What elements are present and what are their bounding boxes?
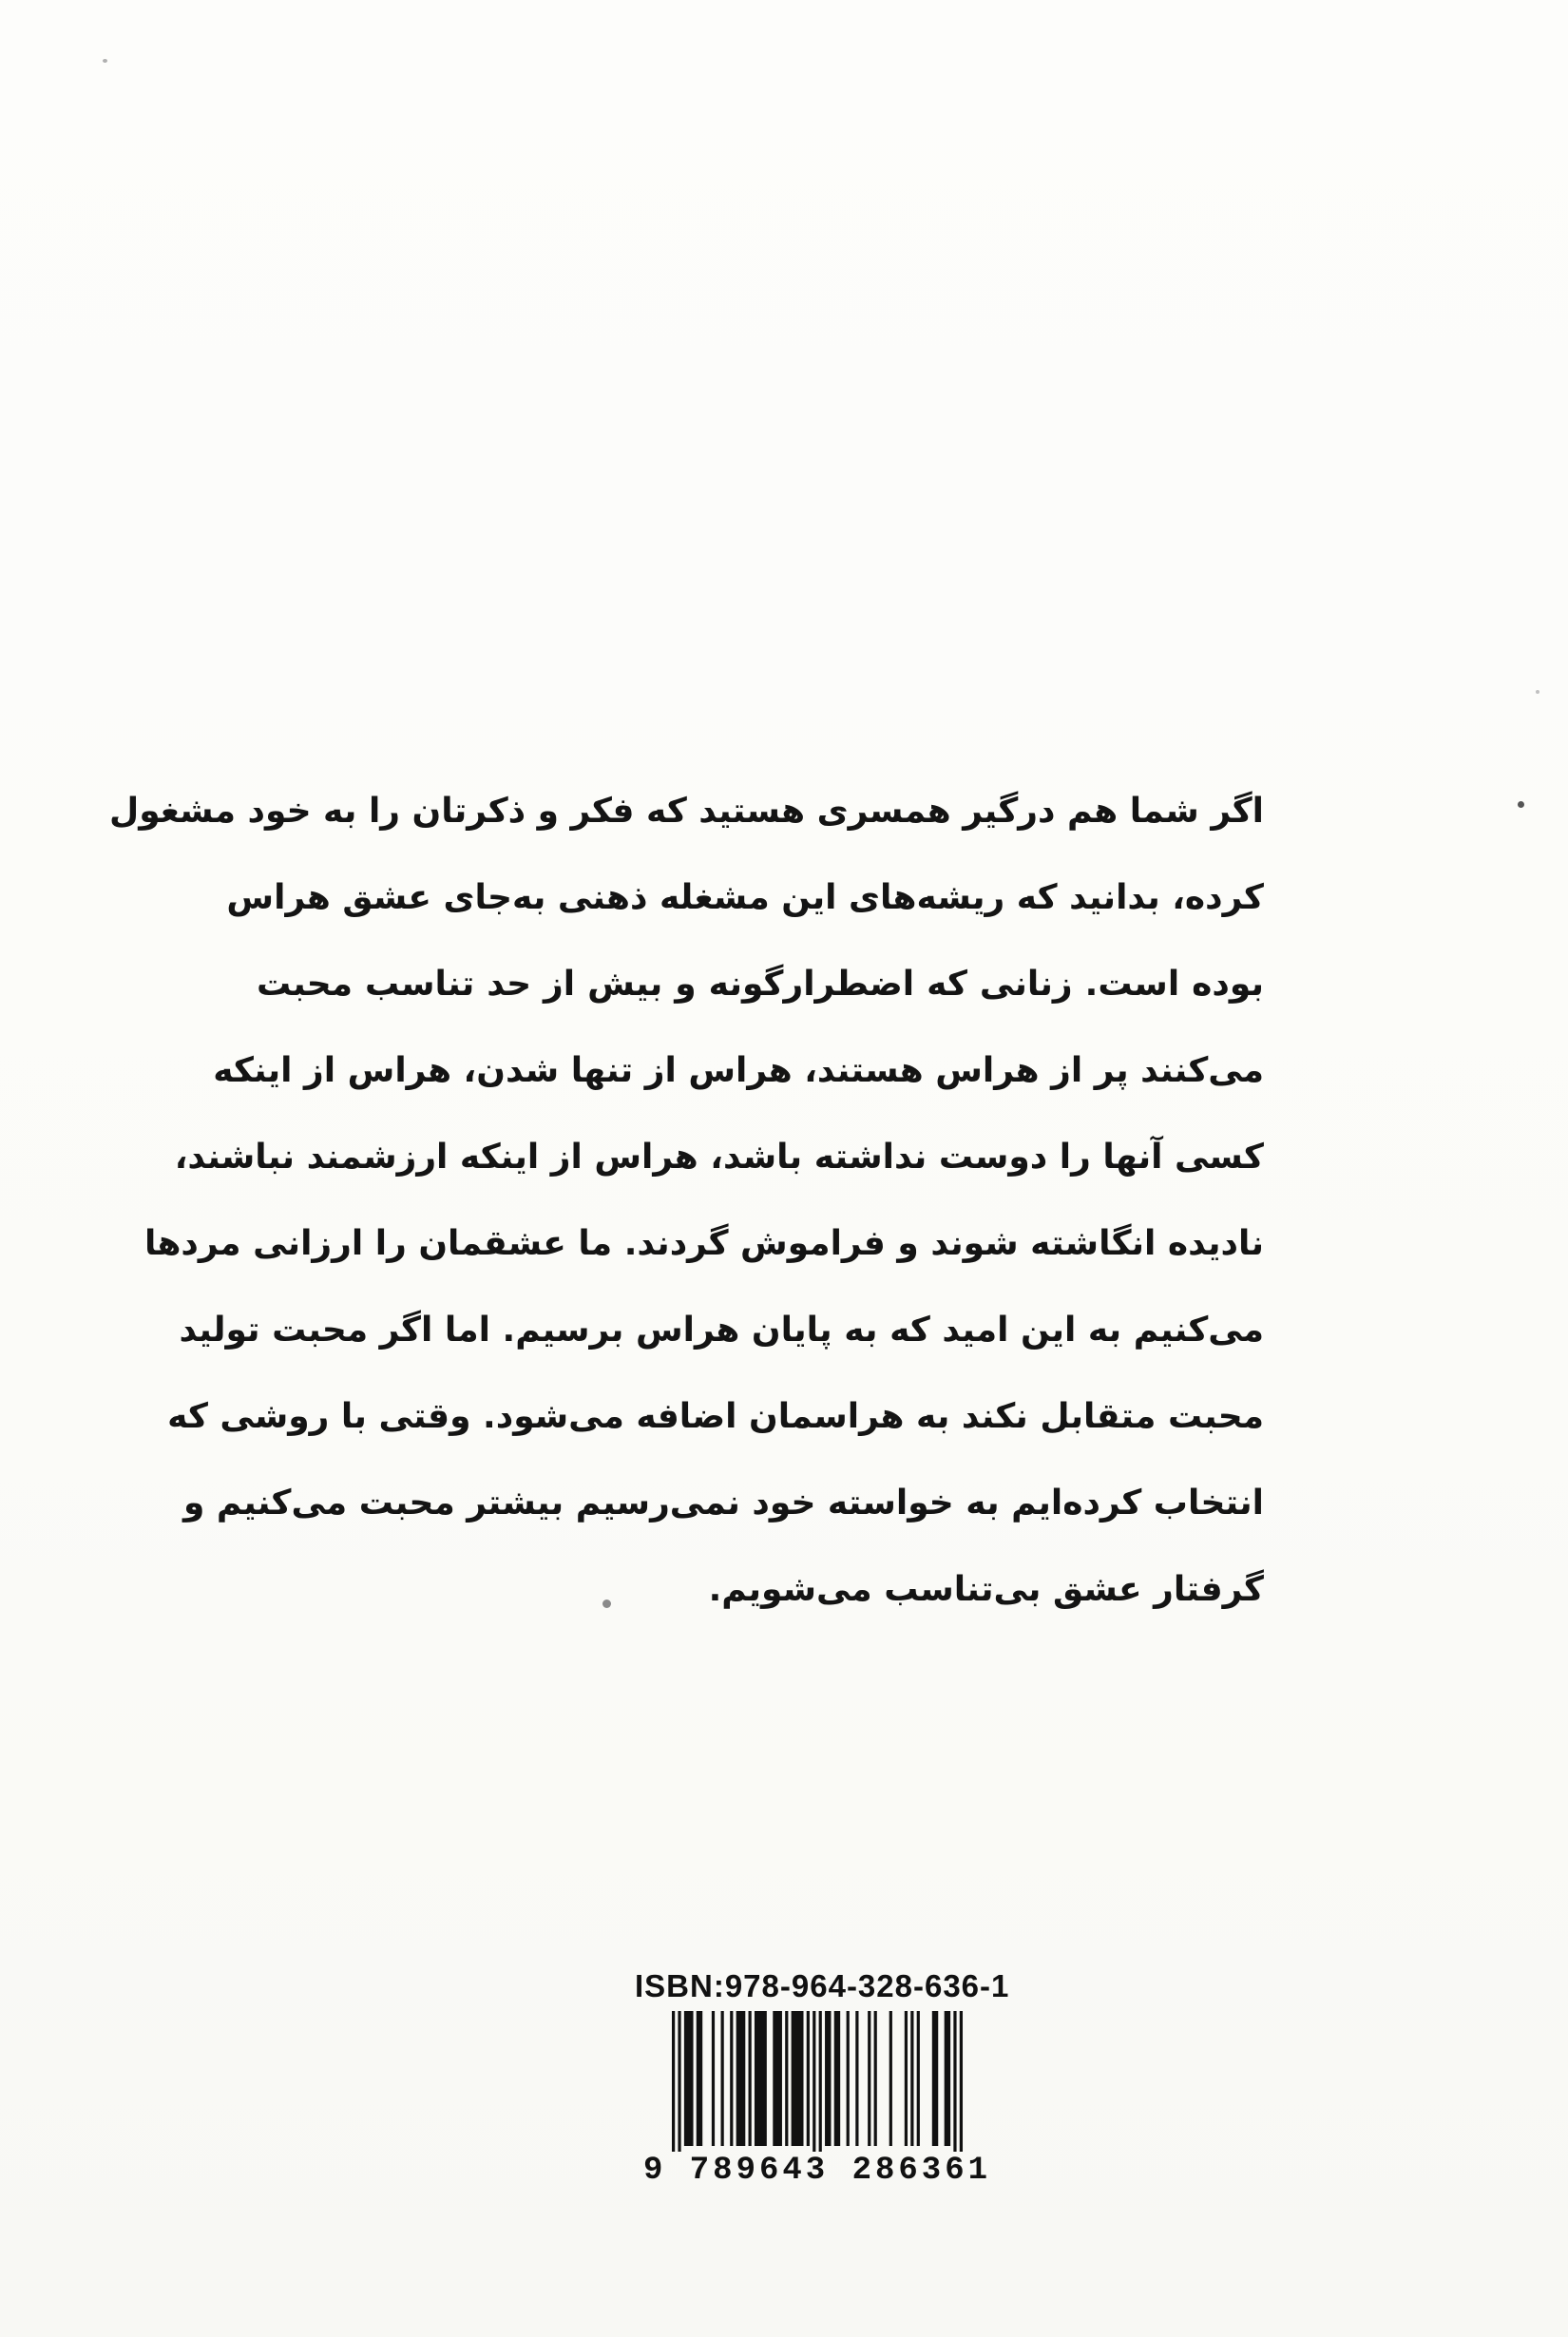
barcode-bar (792, 2011, 804, 2146)
barcode-bar (910, 2011, 913, 2146)
barcode-bar (672, 2011, 675, 2152)
barcode-bar (730, 2011, 733, 2146)
barcode-bar (905, 2011, 908, 2146)
isbn-label: ISBN:978-964-328-636-1 (635, 1968, 1010, 2003)
blurb-line: نادیده انگاشته شوند و فراموش گردند. ما عشقمان را ارزانی مردها (143, 1224, 1264, 1263)
barcode-bar (932, 2011, 938, 2146)
barcode-bar (825, 2011, 831, 2146)
barcode-bar (785, 2011, 788, 2146)
barcode-bar (697, 2011, 702, 2146)
barcode-bar (945, 2011, 950, 2146)
barcode-bar (855, 2011, 858, 2146)
dust-speck (103, 59, 107, 63)
barcode-bar (868, 2011, 870, 2146)
back-cover-blurb (108, 768, 1264, 1633)
barcode-bar (773, 2011, 782, 2146)
barcode-bar (712, 2011, 715, 2146)
blurb-line-last: گرفتار عشق بی‌تناسب می‌شویم. (708, 1570, 1264, 1609)
blurb-line: محبت متقابل نکند به هراسمان اضافه می‌شود. وقتی با روشی که (167, 1397, 1264, 1436)
barcode-bar (721, 2011, 724, 2146)
barcode-bar (953, 2011, 956, 2152)
barcode-bar (960, 2011, 963, 2152)
barcode-bar (755, 2011, 767, 2146)
dust-speck (602, 1600, 611, 1608)
barcode-bar (889, 2011, 892, 2146)
blurb-line: بوده است. زنانی که اضطرارگونه و بیش از حد تناسب محبت (257, 965, 1264, 1004)
barcode-bar (874, 2011, 877, 2146)
barcode-bar (917, 2011, 920, 2146)
barcode-image (644, 2011, 990, 2152)
dust-speck (1518, 801, 1524, 808)
barcode-bar (819, 2011, 822, 2152)
barcode-bar (813, 2011, 815, 2152)
barcode-bar (684, 2011, 694, 2146)
barcode-bar (749, 2011, 752, 2146)
blurb-line: انتخاب کرده‌ایم به خواسته خود نمی‌رسیم بیشتر محبت می‌کنیم و (182, 1484, 1264, 1523)
blurb-line: می‌کنند پر از هراس هستند، هراس از تنها شدن، هراس از اینکه (213, 1051, 1264, 1090)
blurb-line: اگر شما هم درگیر همسری هستید که فکر و ذکرتان را به خود مشغول (108, 792, 1264, 831)
blurb-line: کرده، بدانید که ریشه‌های این مشغله ذهنی به‌جای عشق هراس (226, 878, 1264, 917)
barcode-digits: 9 789643 286361 (642, 2153, 992, 2189)
blurb-line: کسی آنها را دوست نداشته باشد، هراس از اینکه ارزشمند نباشند، (174, 1138, 1264, 1177)
barcode-bar (678, 2011, 680, 2152)
barcode-bar (847, 2011, 850, 2146)
barcode-bar (807, 2011, 810, 2146)
dust-speck (1536, 690, 1539, 694)
blurb-line: می‌کنیم به این امید که به پایان هراس برسیم. اما اگر محبت تولید (179, 1311, 1264, 1350)
barcode-bar (834, 2011, 840, 2146)
barcode-bar (736, 2011, 746, 2146)
